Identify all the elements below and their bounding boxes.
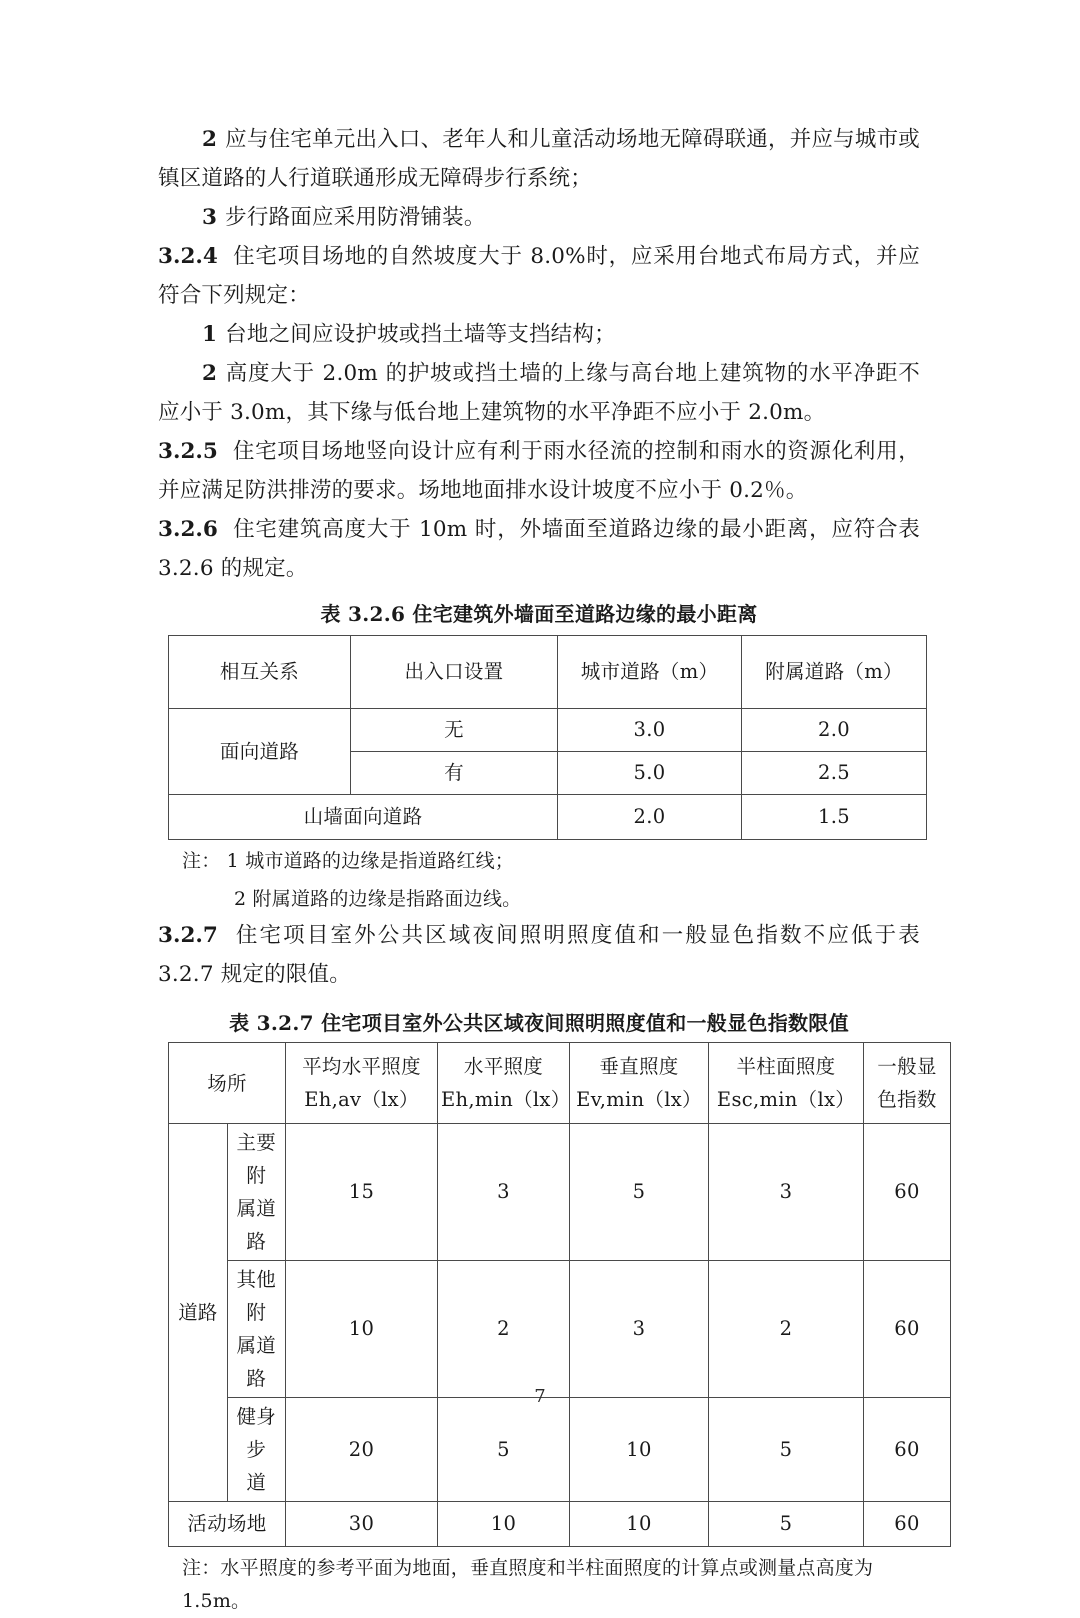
table-3-2-7-cell-eh-av-main-road: 15 [286, 1124, 438, 1261]
list-item-3-marker: 3 [202, 205, 218, 230]
table-3-2-7-cell-eh-av-fitness-trail: 20 [286, 1398, 438, 1502]
table-3-2-7-cell-eh-av-other-road: 10 [286, 1261, 438, 1398]
table-row [169, 1261, 951, 1398]
list-item-2-marker: 2 [202, 127, 218, 152]
table-3-2-7-cell-place-main-road [227, 1124, 286, 1261]
table-3-2-6-cell-relation-facing: 面向道路 [169, 709, 351, 795]
clause-3-2-4-item-2-text: 高度大于 2.0m 的护坡或挡土墙的上缘与高台地上建筑物的水平净距不应小于 3.0m，其下缘与低台地上建筑物的水平净距不应小于 2.0m。 [158, 361, 920, 425]
table-3-2-6-cell-city-road-yes: 5.0 [558, 752, 742, 795]
clause-3-2-4-item-2-marker: 2 [202, 361, 218, 386]
table-3-2-7-cell-esc-min-fitness-trail: 5 [709, 1398, 864, 1502]
table-3-2-7-cell-eh-min-activity-area: 10 [438, 1502, 570, 1547]
table-3-2-7-header-cri-line1: 一般显 [877, 1055, 937, 1078]
table-3-2-7-cell-ev-min-activity-area: 10 [570, 1502, 709, 1547]
table-3-2-7-header-esc-min-line2: Esc,min（lx） [716, 1088, 856, 1111]
table-3-2-7-caption: 表 3.2.7 住宅项目室外公共区域夜间照明照度值和一般显色指数限值 [229, 1011, 849, 1035]
table-3-2-7-header-eh-av [286, 1043, 438, 1124]
table-row [169, 1398, 951, 1502]
table-3-2-6-cell-attached-road-none: 2.0 [742, 709, 927, 752]
table-3-2-7-place-fitness-trail-line2: 道 [246, 1471, 267, 1494]
clause-3-2-4 [158, 237, 920, 315]
table-3-2-6-note-1 [158, 845, 920, 878]
table-3-2-7-header-esc-min [709, 1043, 864, 1124]
table-3-2-7-place-other-road-line1: 其他附 [236, 1268, 277, 1324]
table-3-2-7-header-eh-av-line2: Eh,av（lx） [304, 1088, 419, 1111]
table-3-2-7-header-ev-min-line1: 垂直照度 [599, 1055, 679, 1078]
clause-3-2-4-number: 3.2.4 [158, 244, 218, 269]
table-3-2-7-header-ev-min-line2: Ev,min（lx） [576, 1088, 702, 1111]
table-3-2-6-cell-city-road-gable: 2.0 [558, 795, 742, 840]
clause-3-2-6 [158, 510, 920, 588]
table-3-2-7-cell-cri-fitness-trail: 60 [864, 1398, 951, 1502]
clause-3-2-6-text: 住宅建筑高度大于 10m 时，外墙面至道路边缘的最小距离，应符合表 3.2.6 的规定。 [158, 517, 920, 581]
page-number: 7 [534, 1386, 546, 1407]
table-3-2-7-cell-eh-av-activity-area: 30 [286, 1502, 438, 1547]
table-3-2-7-place-main-road-line2: 属道路 [236, 1197, 277, 1253]
table-3-2-7-header-esc-min-line1: 半柱面照度 [736, 1055, 836, 1078]
table-3-2-7-cell-place-fitness-trail [227, 1398, 286, 1502]
table-3-2-6-cell-attached-road-yes: 2.5 [742, 752, 927, 795]
table-3-2-7-cell-place-other-road [227, 1261, 286, 1398]
table-3-2-7-cell-esc-min-main-road: 3 [709, 1124, 864, 1261]
clause-3-2-7-number: 3.2.7 [158, 923, 218, 948]
table-3-2-6-header-relation: 相互关系 [169, 636, 351, 709]
clause-3-2-4-item-2 [158, 354, 920, 432]
clause-3-2-7-text: 住宅项目室外公共区域夜间照明照度值和一般显色指数不应低于表 3.2.7 规定的限值。 [158, 923, 920, 987]
table-3-2-7-cell-place-activity-area: 活动场地 [169, 1502, 286, 1547]
table-3-2-7-cell-esc-min-activity-area: 5 [709, 1502, 864, 1547]
table-3-2-6-cell-attached-road-gable: 1.5 [742, 795, 927, 840]
table-3-2-7-cell-ev-min-fitness-trail: 10 [570, 1398, 709, 1502]
table-3-2-7-cell-esc-min-other-road: 2 [709, 1261, 864, 1398]
table-3-2-7-cell-group-road [169, 1124, 228, 1502]
table-row-header [169, 1043, 951, 1124]
table-3-2-6 [168, 635, 927, 840]
table-3-2-6-cell-city-road-none: 3.0 [558, 709, 742, 752]
table-3-2-7-header-cri-line2: 色指数 [877, 1088, 937, 1111]
clause-3-2-6-number: 3.2.6 [158, 517, 218, 542]
table-3-2-7-cell-ev-min-other-road: 3 [570, 1261, 709, 1398]
table-3-2-7-note: 注：水平照度的参考平面为地面，垂直照度和半柱面照度的计算点或测量点高度为 1.5m。 [182, 1557, 874, 1612]
table-row [169, 709, 927, 752]
table-3-2-7-header-eh-min-line1: 水平照度 [463, 1055, 544, 1078]
table-3-2-7-cell-eh-min-fitness-trail: 5 [438, 1398, 570, 1502]
clause-3-2-5-number: 3.2.5 [158, 439, 218, 464]
table-3-2-7-header-eh-av-line1: 平均水平照度 [302, 1055, 421, 1078]
clause-3-2-5-text: 住宅项目场地竖向设计应有利于雨水径流的控制和雨水的资源化利用，并应满足防洪排涝的要求。场地地面排水设计坡度不应小于 0.2％。 [158, 439, 920, 503]
table-3-2-6-note-2-index: 2 [234, 888, 247, 910]
table-3-2-7-group-label-char1: 道路 [178, 1301, 218, 1324]
table-3-2-6-header-entrance: 出入口设置 [351, 636, 558, 709]
clause-3-2-4-text: 住宅项目场地的自然坡度大于 8.0%时，应采用台地式布局方式，并应符合下列规定： [158, 244, 920, 308]
clause-3-2-7 [158, 916, 920, 994]
table-3-2-6-note-2-text: 附属道路的边缘是指路面边线。 [252, 888, 522, 910]
table-row [169, 795, 927, 840]
table-3-2-7-cell-ev-min-main-road: 5 [570, 1124, 709, 1261]
table-3-2-7-cell-cri-main-road: 60 [864, 1124, 951, 1261]
list-item-3-text: 步行路面应采用防滑铺装。 [225, 205, 486, 230]
table-3-2-7-header-cri [864, 1043, 951, 1124]
table-3-2-6-note-label: 注： [182, 850, 221, 872]
table-3-2-7-header-eh-min-line2: Eh,min（lx） [441, 1088, 571, 1111]
clause-3-2-4-item-1-text: 台地之间应设护坡或挡土墙等支挡结构； [225, 322, 616, 347]
table-3-2-6-note-1-text: 城市道路的边缘是指道路红线； [245, 850, 515, 872]
table-row-header [169, 636, 927, 709]
clause-3-2-4-item-1 [158, 315, 920, 354]
table-3-2-7-place-other-road-line2: 属道路 [236, 1334, 277, 1390]
table-3-2-6-header-city-road: 城市道路（m） [558, 636, 742, 709]
table-3-2-7-header-place: 场所 [169, 1043, 286, 1124]
table-3-2-6-note-2 [158, 883, 920, 916]
table-3-2-7 [168, 1042, 951, 1547]
table-3-2-6-cell-relation-gable: 山墙面向道路 [169, 795, 558, 840]
table-3-2-7-cell-eh-min-other-road: 2 [438, 1261, 570, 1398]
clause-3-2-4-item-1-marker: 1 [202, 322, 218, 347]
table-3-2-6-header-attached-road: 附属道路（m） [742, 636, 927, 709]
table-3-2-7-cell-cri-activity-area: 60 [864, 1502, 951, 1547]
list-item-2-text: 应与住宅单元出入口、老年人和儿童活动场地无障碍联通，并应与城市或镇区道路的人行道联通形成无障碍步行系统； [158, 127, 920, 191]
clause-3-2-5 [158, 432, 920, 510]
list-item-3 [158, 198, 920, 237]
table-3-2-6-caption: 表 3.2.6 住宅建筑外墙面至道路边缘的最小距离 [320, 602, 758, 626]
table-3-2-6-note-1-index: 1 [226, 850, 239, 872]
table-3-2-6-cell-entrance-yes: 有 [351, 752, 558, 795]
table-row [169, 1502, 951, 1547]
table-3-2-7-header-ev-min [570, 1043, 709, 1124]
table-3-2-7-place-fitness-trail-line1: 健身步 [236, 1405, 277, 1461]
table-3-2-7-header-eh-min [438, 1043, 570, 1124]
table-3-2-7-cell-cri-other-road: 60 [864, 1261, 951, 1398]
table-row [169, 1124, 951, 1261]
table-3-2-7-cell-eh-min-main-road: 3 [438, 1124, 570, 1261]
table-3-2-6-cell-entrance-none: 无 [351, 709, 558, 752]
table-3-2-7-place-main-road-line1: 主要附 [236, 1131, 277, 1187]
list-item-2 [158, 120, 920, 198]
